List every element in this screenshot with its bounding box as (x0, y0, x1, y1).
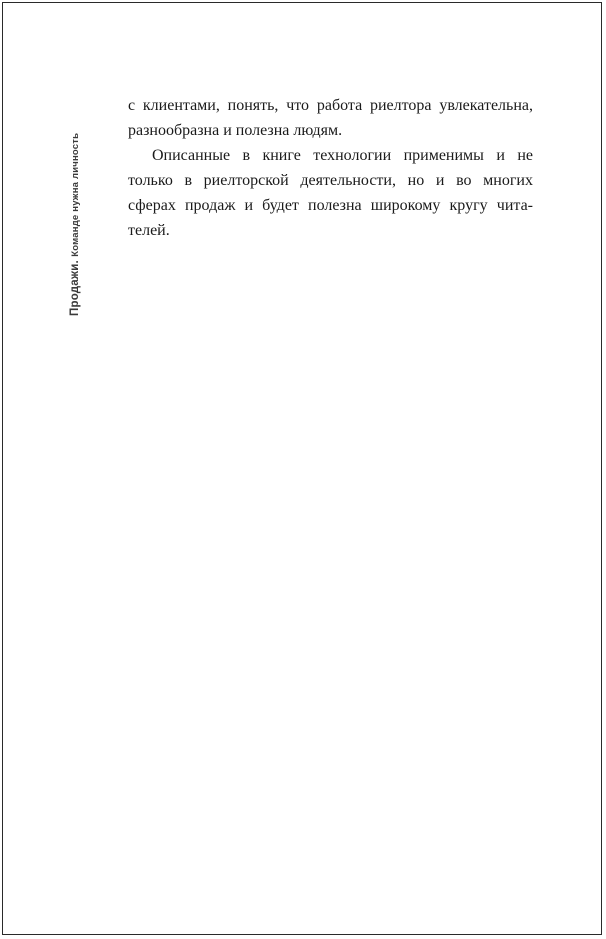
paragraph-2-line-2: только в риелторской деятельности, но и во многих (128, 172, 533, 189)
body-text (128, 93, 533, 243)
running-head-title: Продажи. (69, 260, 81, 316)
paragraph-2-line-3: сферах продаж и будет полезна широкому кругу чита- (128, 197, 533, 214)
paragraph-1-line-2: разнообразна и полезна людям. (128, 122, 343, 139)
running-head (69, 96, 85, 316)
book-page (2, 2, 602, 935)
paragraph-1 (128, 93, 533, 143)
paragraph-1-line-1: с клиентами, понять, что работа риелтора увлекательна, (128, 97, 533, 114)
paragraph-2-line-4: телей. (128, 222, 170, 239)
paragraph-2 (128, 143, 533, 243)
paragraph-2-line-1: Описанные в книге технологии применимы и не (152, 147, 533, 164)
running-head-subtitle: Команде нужна личность (70, 132, 81, 257)
